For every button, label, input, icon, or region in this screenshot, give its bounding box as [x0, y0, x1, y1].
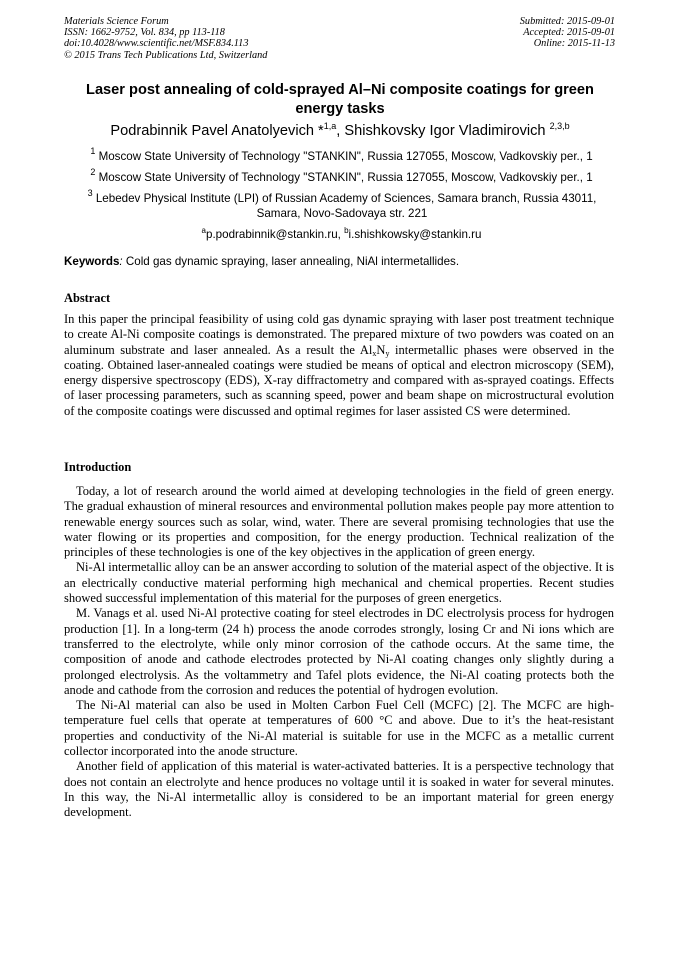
intro-paragraph-4: The Ni-Al material can also be used in Molten Carbon Fuel Cell (MCFC) [2]. The MCFC are high-temperature fuel cells that operate at temperatures of 600 °C and above. Due to it’s the heat-resistant properties and conductivity of the Ni-Al material is suitable for use in the MCFC as a metallic current collector incorporated into the anode structure.	[64, 698, 614, 759]
affiliation-3-text: Lebedev Physical Institute (LPI) of Russian Academy of Sciences, Samara branch, Russia 43011, Samara, Novo-Sadovaya str. 221	[95, 192, 597, 220]
abstract-text-before: In this paper the principal feasibility of using cold gas dynamic spraying with laser post treatment technique to create Al-Ni composite coatings is demonstrated. The prepared mixture of two powders was coated on an aluminum substrate and laser annealed. As a result the Al	[64, 312, 614, 357]
abstract-text	[64, 312, 614, 419]
author-list	[30, 122, 650, 140]
affiliation-3-num: 3	[87, 188, 93, 198]
author-second: Shishkovsky Igor Vladimirovich	[344, 123, 550, 139]
abstract-heading: Abstract	[64, 291, 111, 305]
accepted-date: Accepted: 2015-09-01	[523, 27, 615, 39]
affiliation-2-text: Moscow State University of Technology "STANKIN", Russia 127055, Moscow, Vadkovskiy per., 1	[98, 171, 593, 184]
email-b[interactable]: i.shishkowsky@stankin.ru	[348, 228, 482, 241]
online-date: Online: 2015-11-13	[533, 38, 615, 50]
intro-paragraph-1: Today, a lot of research around the world aimed at developing technologies in the field of green energy. The gradual exhaustion of mineral resources and environmental pollution makes people pay more attention to renewable energy sources such as solar, wind, water. There are several promising technologies that use the water flowing or its properties and composition, for the energy production. Technical realization of the principles of these technologies is one of the key objectives in the application of green energy.	[64, 484, 614, 560]
keywords-label: Keywords	[64, 255, 120, 268]
email-a-marker: a	[201, 226, 206, 235]
introduction-body	[64, 484, 614, 821]
affiliation-1-text: Moscow State University of Technology "STANKIN", Russia 127055, Moscow, Vadkovskiy per., 1	[98, 150, 593, 163]
keywords-colon: :	[119, 255, 126, 268]
journal-name: Materials Science Forum	[64, 16, 169, 27]
author-first-affil: 1,a	[323, 121, 337, 131]
keywords-text: Cold gas dynamic spraying, laser annealing, NiAl intermetallides.	[125, 255, 460, 268]
journal-info	[64, 16, 267, 61]
intro-paragraph-2: Ni-Al intermetallic alloy can be an answer according to solution of the material aspect of the objective. It is an electrically conductive material performing high mechanical and chemical properties. Recent studies showed successful implementation of this material for the purposes of green energetics.	[64, 560, 614, 606]
author-separator: ,	[336, 123, 345, 139]
abstract-text-after: intermetallic phases were observed in the coating. Obtained laser-annealed coatings were studied be means of optical and electron microscopy (SEM), energy dispersive spectroscopy (EDS), X-ray diffractometry and compared with as-sprayed coatings. Effects of laser processing parameters, such as scanning speed, power and beam shape on microstructural evolution of the composite coatings were discussed and optimal regimes for laser assisted CS were determined.	[64, 342, 614, 418]
affiliation-2	[54, 167, 629, 186]
author-emails	[54, 228, 629, 243]
journal-issn: ISSN: 1662-9752, Vol. 834, pp 113-118	[64, 27, 225, 39]
email-a[interactable]: p.podrabinnik@stankin.ru,	[206, 228, 345, 241]
journal-copyright: © 2015 Trans Tech Publications Ltd, Switzerland	[64, 49, 268, 61]
affiliation-1	[54, 146, 629, 165]
affiliation-2-num: 2	[90, 167, 96, 177]
journal-doi: doi:10.4028/www.scientific.net/MSF.834.113	[64, 38, 249, 50]
affiliation-1-num: 1	[90, 146, 96, 156]
paper-title: Laser post annealing of cold-sprayed Al–Ni composite coatings for green energy tasks	[86, 82, 594, 117]
publication-dates	[520, 16, 615, 50]
abstract-text-mid: N	[376, 342, 386, 357]
intro-paragraph-3: M. Vanags et al. used Ni-Al protective coating for steel electrodes in DC electrolysis process for hydrogen production [1]. In a long-term (24 h) process the anode corrodes strongly, losing Cr and Ni ions which are transferred to the electrolyte, while only minor corrosion of the cathode occurs. At the same time, the composition of anode and cathode electrodes protected by Ni-Al coating changes only slightly during a prolonged electrolysis. As the voltammetry and Tafel plots evidence, the Ni-Al coating protects both the anode and cathode from the corrosion and reduces the potential of hydrogen evolution.	[64, 606, 614, 697]
submitted-date: Submitted: 2015-09-01	[519, 16, 615, 27]
keywords	[64, 255, 620, 269]
introduction-heading: Introduction	[64, 460, 132, 474]
abstract-sub-x: x	[372, 348, 377, 358]
email-b-marker: b	[344, 226, 349, 235]
intro-paragraph-5: Another field of application of this material is water-activated batteries. It is a perspective technology that does not contain an electrolyte and hence produces no voltage until it is soaked in water for several minutes. In this way, the Ni-Al intermetallic alloy is considered to be an important material for green energy development.	[64, 759, 614, 820]
author-first: Podrabinnik Pavel Anatolyevich *	[110, 123, 324, 139]
abstract-sub-y: y	[385, 348, 390, 358]
author-second-affil: 2,3,b	[549, 121, 570, 131]
affiliation-3	[68, 188, 616, 221]
